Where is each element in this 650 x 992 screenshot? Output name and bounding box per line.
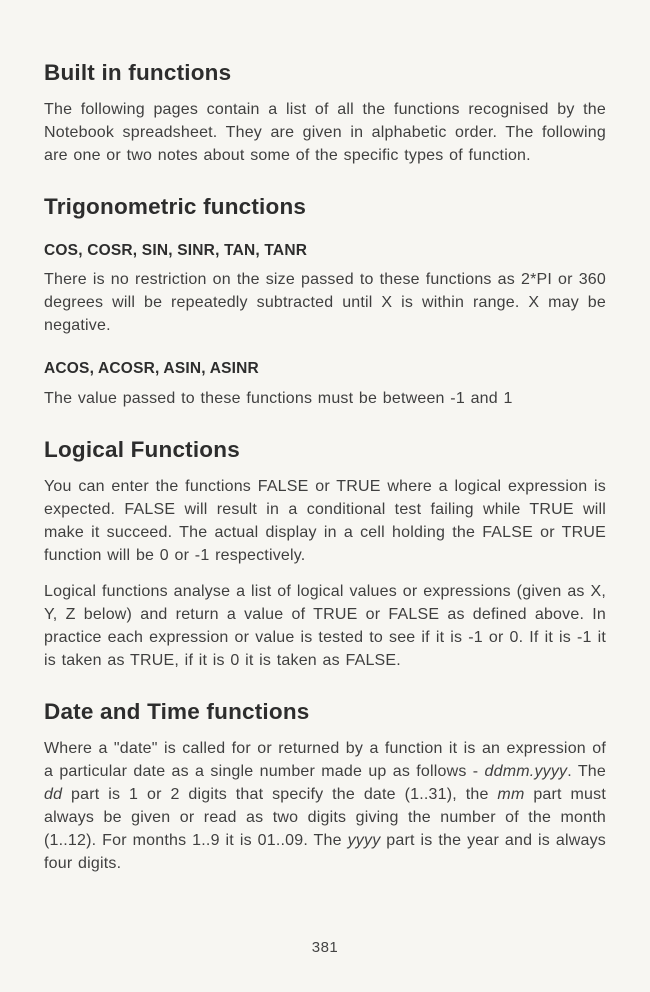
text-run: part is 1 or 2 digits that specify the date (1..31), the [62,785,498,803]
date-format-term-mm: mm [497,785,525,803]
date-format-term-dd: dd [44,785,63,803]
paragraph-date-format [44,737,606,875]
section-heading-logical-functions: Logical Functions [44,436,240,462]
paragraph-trig-size: There is no restriction on the size passed to these functions as 2*PI or 360 degrees will be repeatedly subtracted until X is within range. X may be negative. [44,271,606,335]
date-format-term-yyyy: yyyy [347,831,381,849]
paragraph-logical-analyse: Logical functions analyse a list of logical values or expressions (given as X, Y, Z below) and return a value of TRUE or FALSE as defined above. In practice each expression or value is tested to see if it is -1 or 0. If it is -1 it is taken as TRUE, if it is 0 it is taken as FALSE. [44,582,606,669]
section-heading-date-time-functions: Date and Time functions [44,698,310,724]
text-run: part is the year and is always four digits. [44,831,606,872]
subheading-cos-sin-tan: COS, COSR, SIN, SINR, TAN, TANR [44,241,308,259]
text-run: Where a "date" is called for or returned by a function it is an expression of a particular date as a single number made up as follows - [44,739,606,780]
page-number: 381 [311,939,339,956]
paragraph-intro: The following pages contain a list of all the functions recognised by the Notebook spreadsheet. They are given in alphabetic order. The following are one or two notes about some of the specific types of function. [44,100,606,164]
section-heading-trigonometric-functions: Trigonometric functions [44,193,307,219]
date-format-term-ddmmyyyy: ddmm.yyyy [484,762,568,780]
paragraph-logical-true-false: You can enter the functions FALSE or TRUE where a logical expression is expected. FALSE will result in a conditional test failing while TRUE will make it succeed. The actual display in a cell holding the FALSE or TRUE function will be 0 or -1 respectively. [44,477,606,564]
text-run: . The [567,762,607,780]
section-heading-built-in-functions: Built in functions [44,60,232,85]
paragraph-acos-range: The value passed to these functions must be between -1 and 1 [44,389,513,407]
subheading-acos-asin: ACOS, ACOSR, ASIN, ASINR [44,360,259,378]
text-run: part must always be given or read as two digits giving the number of the month (1..12). For months 1..9 it is 01..09. The [44,785,607,849]
